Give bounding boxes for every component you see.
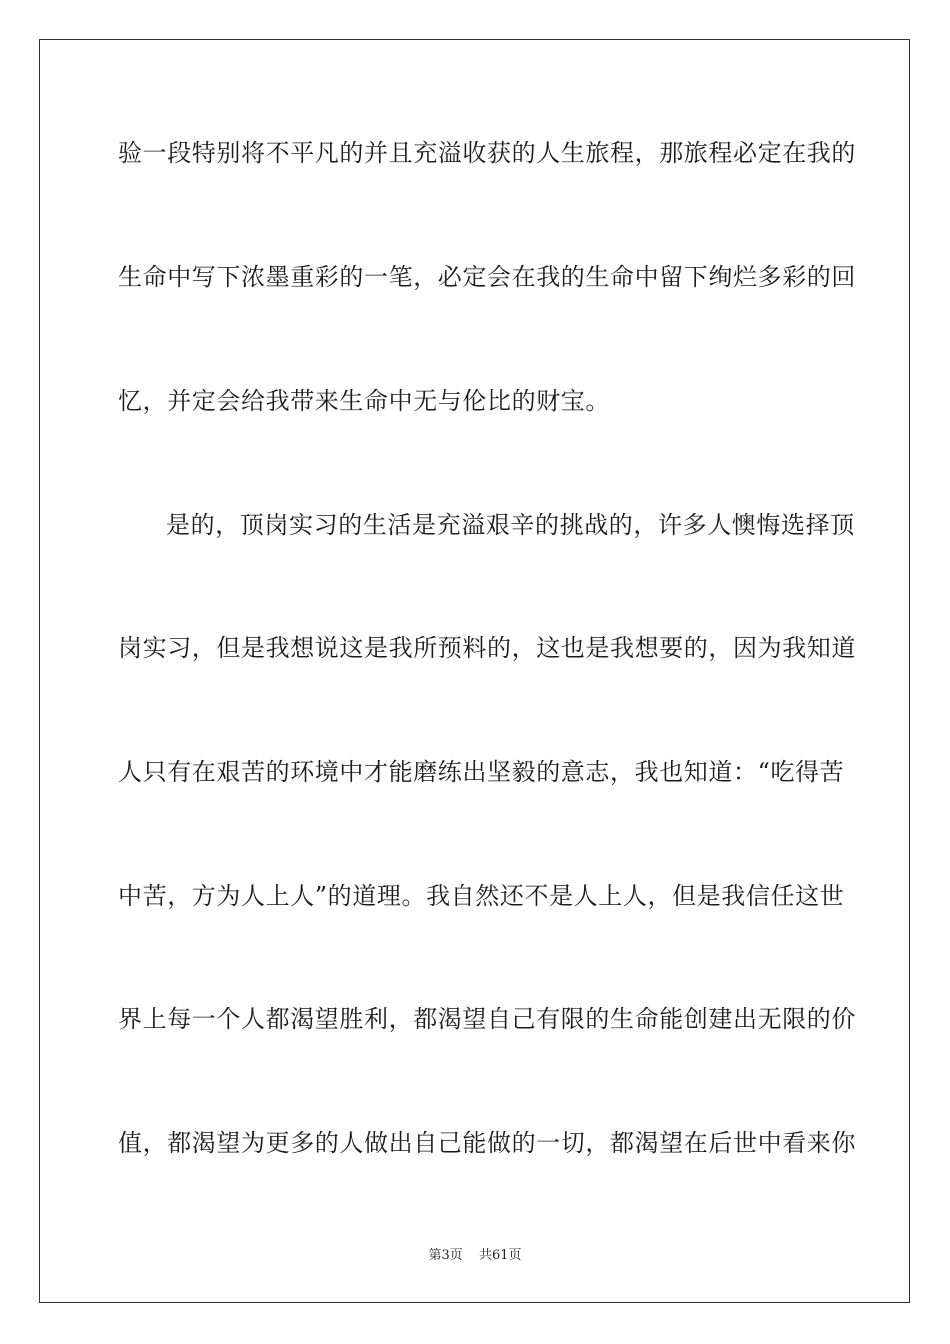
paragraph-line-5: 岗实习，但是我想说这是我所预料的，这也是我想要的，因为我知道 — [118, 634, 856, 662]
paragraph-line-3: 忆，并定会给我带来生命中无与伦比的财宝。 — [118, 387, 610, 415]
paragraph-line-8: 界上每一个人都渴望胜利，都渴望自己有限的生命能创建出无限的价 — [118, 1005, 856, 1033]
paragraph-line-6: 人只有在艰苦的环境中才能磨练出坚毅的意志，我也知道：“吃得苦 — [118, 758, 845, 786]
paragraph-line-2: 生命中写下浓墨重彩的一笔，必定会在我的生命中留下绚烂多彩的回 — [118, 263, 856, 291]
page-total: 共61页 — [478, 1248, 522, 1263]
paragraph-line-4: 是的，顶岗实习的生活是充溢艰辛的挑战的，许多人懊悔选择顶 — [166, 511, 855, 539]
paragraph-line-9: 值，都渴望为更多的人做出自己能做的一切，都渴望在后世中看来你 — [118, 1129, 856, 1157]
paragraph-line-1: 验一段特别将不平凡的并且充溢收获的人生旅程，那旅程必定在我的 — [118, 139, 856, 167]
page-number: 第3页 — [428, 1248, 463, 1263]
paragraph-line-7: 中苦，方为人上人”的道理。我自然还不是人上人，但是我信任这世 — [118, 882, 845, 910]
page-footer — [0, 1247, 950, 1265]
page-border — [39, 39, 910, 1303]
